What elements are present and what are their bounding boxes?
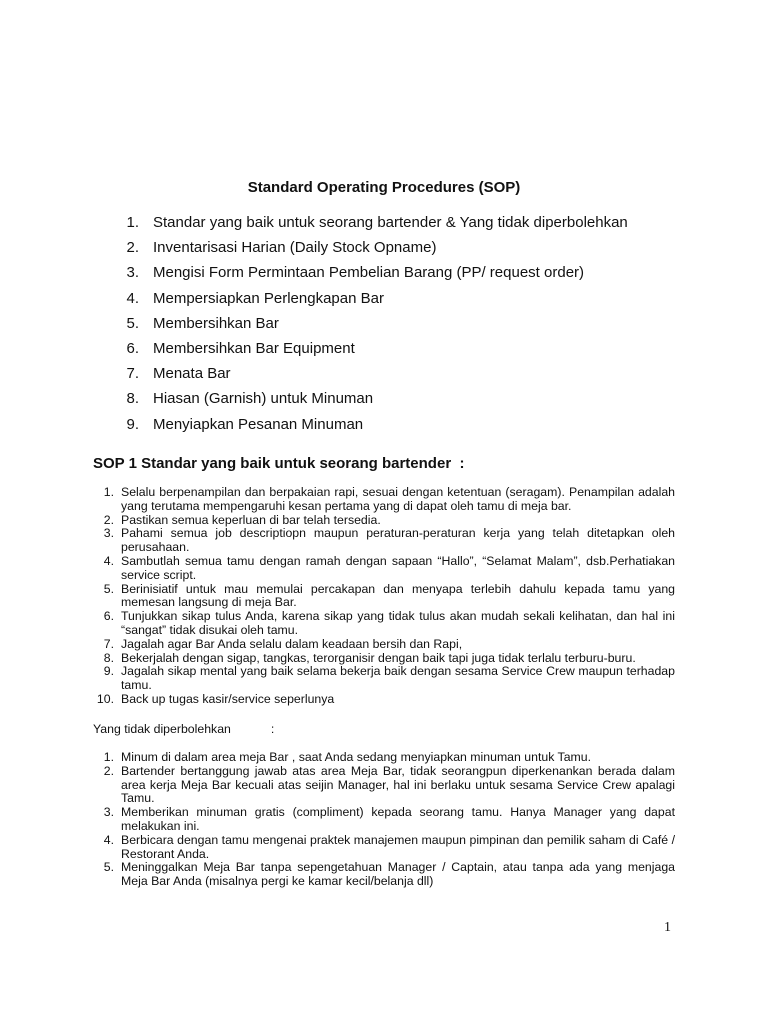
toc-item-number: 8. bbox=[126, 390, 139, 408]
toc-item-number: 5. bbox=[126, 314, 139, 332]
list-item bbox=[93, 861, 675, 889]
list-item bbox=[93, 514, 675, 528]
list-item bbox=[93, 638, 675, 652]
list-item bbox=[93, 555, 675, 583]
toc-item-text: Membersihkan Bar bbox=[153, 314, 279, 332]
section-heading-prohibited bbox=[93, 722, 274, 736]
page-number: 1 bbox=[664, 920, 671, 935]
list-item-text: Berbicara dengan tamu mengenai praktek manajemen maupun pimpinan dan pemilik saham di Café / Restorant Anda. bbox=[121, 832, 675, 861]
document-title: Standard Operating Procedures (SOP) bbox=[247, 179, 521, 196]
toc-item bbox=[117, 210, 677, 235]
toc-item bbox=[117, 412, 677, 437]
toc-item-number: 6. bbox=[126, 339, 139, 357]
toc-item bbox=[117, 235, 677, 260]
toc-item bbox=[117, 286, 677, 311]
toc-item-number: 1. bbox=[126, 214, 139, 231]
list-item bbox=[93, 583, 675, 611]
list-item-number: 1. bbox=[103, 485, 114, 499]
list-item-text: Jagalah sikap mental yang baik selama bekerja baik dengan sesama Service Crew maupun terhadap tamu. bbox=[121, 664, 675, 693]
toc-item bbox=[117, 260, 677, 285]
list-item-text: Selalu berpenampilan dan berpakaian rapi, sesuai dengan ketentuan (seragam). Penampilan adalah yang terutama mempengaruhi kesan pertama yang di dapat oleh tamu di meja bar. bbox=[121, 485, 675, 513]
list-item-text: Bekerjalah dengan sigap, tangkas, terorganisir dengan baik tapi juga tidak terlalu terburu-buru. bbox=[121, 650, 636, 665]
list-item-number: 9. bbox=[103, 664, 114, 679]
list-item-number: 1. bbox=[103, 750, 114, 764]
list-item-number: 3. bbox=[103, 526, 114, 541]
toc-item bbox=[117, 361, 677, 386]
list-item bbox=[93, 652, 675, 666]
list-item-text: Pastikan semua keperluan di bar telah tersedia. bbox=[121, 512, 381, 527]
list-item-text: Memberikan minuman gratis (compliment) kepada seorang tamu. Hanya Manager yang dapat melakukan ini. bbox=[121, 805, 675, 833]
list-item-number: 4. bbox=[103, 832, 114, 847]
toc-item bbox=[117, 386, 677, 411]
toc-item bbox=[117, 336, 677, 361]
toc-item-number: 7. bbox=[126, 365, 139, 383]
list-item bbox=[93, 765, 675, 806]
toc-item-number: 9. bbox=[126, 415, 139, 433]
list-item-text: Jagalah agar Bar Anda selalu dalam keadaan bersih dan Rapi, bbox=[121, 636, 463, 651]
list-item-text: Meninggalkan Meja Bar tanpa sepengetahuan Manager / Captain, atau tanpa ada yang menjaga Meja Bar Anda (misalnya pergi ke kamar kecil/belanja dll) bbox=[121, 860, 675, 889]
list-item-text: Pahami semua job descriptiopn maupun peraturan-peraturan kerja yang telah ditetapkan oleh perusahaan. bbox=[121, 526, 675, 555]
bartender-standards-list bbox=[93, 486, 675, 707]
list-item bbox=[93, 751, 675, 765]
toc-item-text: Menata Bar bbox=[153, 365, 231, 383]
list-item-number: 4. bbox=[103, 553, 114, 568]
toc-item-number: 3. bbox=[126, 264, 139, 282]
toc-item-number: 2. bbox=[126, 239, 139, 257]
list-item-number: 10. bbox=[96, 691, 114, 706]
list-item-text: Minum di dalam area meja Bar , saat Anda sedang menyiapkan minuman untuk Tamu. bbox=[121, 750, 592, 764]
list-item-text: Sambutlah semua tamu dengan ramah dengan sapaan “Hallo”, “Selamat Malam”, dsb.Perhatiakan service script. bbox=[121, 553, 675, 582]
sop-table-of-contents bbox=[117, 210, 677, 437]
list-item-number: 8. bbox=[103, 650, 114, 665]
list-item-number: 5. bbox=[103, 860, 114, 875]
list-item bbox=[93, 806, 675, 834]
list-item bbox=[93, 610, 675, 638]
toc-item-text: Standar yang baik untuk seorang bartender & Yang tidak diperbolehkan bbox=[153, 214, 628, 231]
list-item bbox=[93, 834, 675, 862]
toc-item-text: Membersihkan Bar Equipment bbox=[153, 339, 355, 357]
toc-item-number: 4. bbox=[126, 289, 139, 307]
section-heading-sop1: SOP 1 Standar yang baik untuk seorang bartender : bbox=[93, 455, 465, 472]
prohibited-actions-list bbox=[93, 751, 675, 889]
toc-item-text: Hiasan (Garnish) untuk Minuman bbox=[153, 390, 374, 408]
toc-item-text: Inventarisasi Harian (Daily Stock Opname) bbox=[153, 239, 437, 257]
toc-item-text: Menyiapkan Pesanan Minuman bbox=[153, 415, 364, 433]
list-item-number: 6. bbox=[103, 609, 114, 624]
toc-item-text: Mempersiapkan Perlengkapan Bar bbox=[153, 289, 384, 307]
list-item bbox=[93, 665, 675, 693]
list-item-text: Bartender bertanggung jawab atas area Meja Bar, tidak seorangpun diperkenankan berada dalam area kerja Meja Bar kecuali atas seijin Manager, hal ini berlaku untuk sesama Service Crew apalagi Tamu. bbox=[121, 763, 675, 806]
list-item-text: Berinisiatif untuk mau memulai percakapan dan menyapa terlebih dahulu kepada tamu yang memesan langsung di meja Bar. bbox=[121, 581, 675, 610]
list-item bbox=[93, 486, 675, 514]
toc-item bbox=[117, 311, 677, 336]
list-item-text: Back up tugas kasir/service seperlunya bbox=[121, 691, 335, 706]
list-item-number: 2. bbox=[103, 763, 114, 778]
list-item-number: 7. bbox=[103, 636, 114, 651]
list-item-text: Tunjukkan sikap tulus Anda, karena sikap yang tidak tulus akan mudah sekali kelihatan, dan hal ini “sangat” tidak disukai oleh tamu. bbox=[121, 609, 675, 637]
list-item-number: 5. bbox=[103, 581, 114, 596]
list-item-number: 2. bbox=[103, 512, 114, 527]
list-item bbox=[93, 527, 675, 555]
list-item bbox=[93, 693, 675, 707]
prohibited-heading-colon: : bbox=[270, 722, 275, 736]
toc-item-text: Mengisi Form Permintaan Pembelian Barang (PP/ request order) bbox=[153, 264, 585, 282]
list-item-number: 3. bbox=[103, 805, 114, 820]
prohibited-heading-text: Yang tidak diperbolehkan bbox=[93, 722, 231, 736]
